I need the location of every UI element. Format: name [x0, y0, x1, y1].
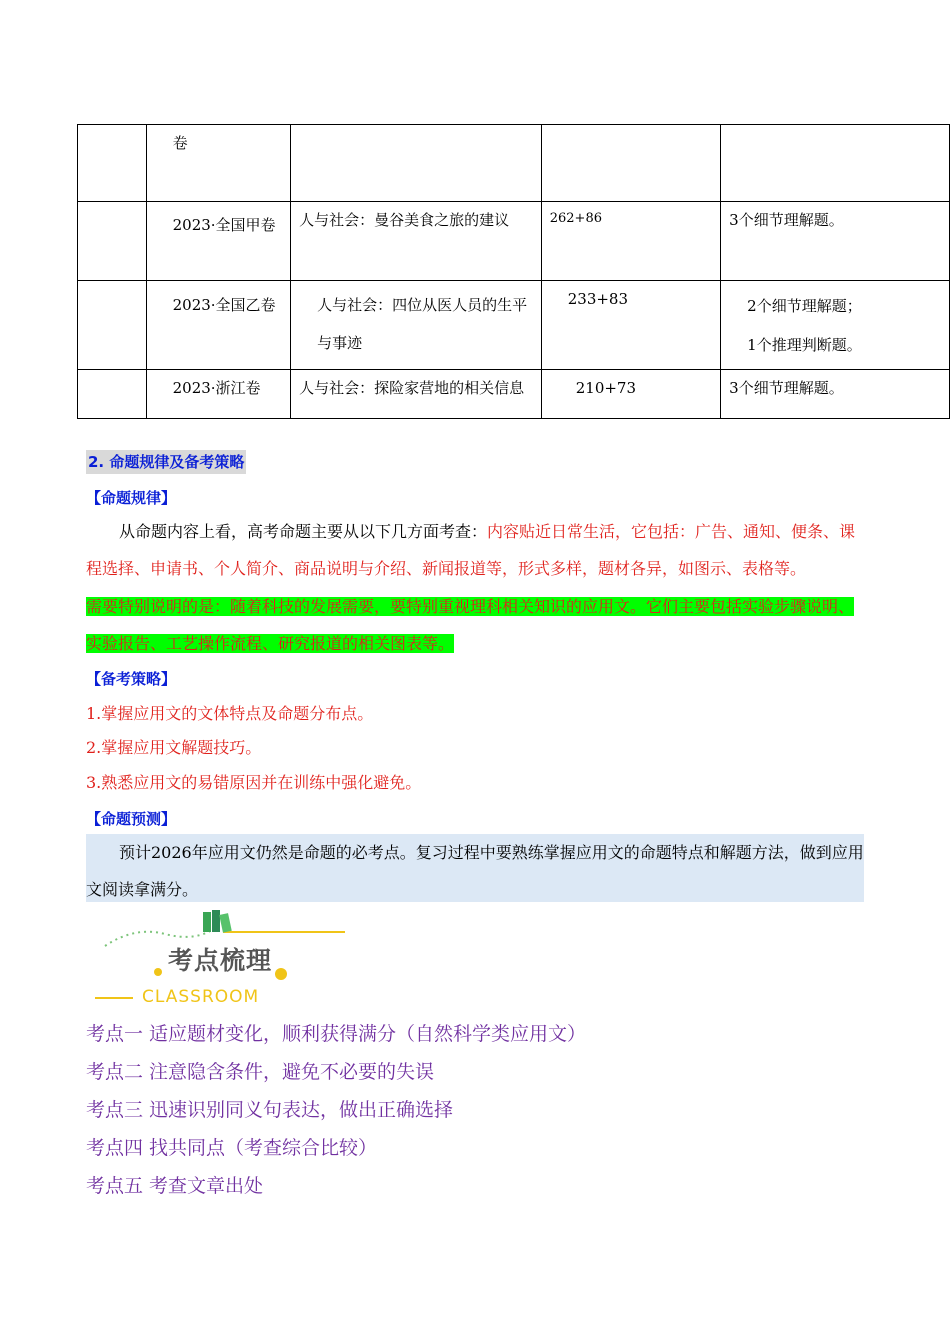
strategy-heading: 【备考策略】 — [86, 670, 177, 688]
table-cell-source: 2023·全国甲卷 — [146, 202, 291, 281]
point-item: 考点五 考查文章出处 — [86, 1175, 264, 1197]
table-cell-theme — [291, 125, 542, 202]
rules-paragraph — [86, 513, 866, 587]
table-row — [78, 125, 950, 202]
table-row — [78, 202, 950, 281]
table-cell-empty — [78, 370, 147, 419]
rules-text-red: 内容贴近日常生活，它包括：广告、通知、便条、课程选择、申请书、个人简介、商品说明与介绍、新闻报道等，形式多样，题材各异，如图示、表格等。 — [86, 522, 856, 578]
table-cell-questions — [721, 281, 950, 370]
table-cell-theme: 人与社会：四位从医人员的生平与事迹 — [291, 281, 542, 370]
question-line: 1个推理判断题。 — [747, 336, 862, 354]
point-item: 考点一 适应题材变化，顺利获得满分（自然科学类应用文） — [86, 1023, 587, 1045]
predict-heading: 【命题预测】 — [86, 810, 177, 828]
table-cell-empty — [78, 281, 147, 370]
table-cell-words: 210+73 — [541, 370, 720, 419]
table-cell-source: 2023·浙江卷 — [146, 370, 291, 419]
predict-text: 预计2026年应用文仍然是命题的必考点。复习过程中要熟练掌握应用文的命题特点和解题方法，做到应用文阅读拿满分。 — [86, 843, 864, 899]
strategy-item: 1.掌握应用文的文体特点及命题分布点。 — [86, 704, 374, 723]
table-cell-empty — [78, 125, 147, 202]
point-item: 考点四 找共同点（考查综合比较） — [86, 1137, 378, 1159]
banner-title: 考点梳理 — [168, 946, 273, 975]
rules-highlight-paragraph — [86, 588, 866, 662]
point-item: 考点三 迅速识别同义句表达，做出正确选择 — [86, 1099, 454, 1121]
exam-table — [77, 124, 950, 419]
table-cell-theme: 人与社会：曼谷美食之旅的建议 — [291, 202, 542, 281]
table-cell-questions: 3个细节理解题。 — [721, 202, 950, 281]
question-line: 2个细节理解题； — [747, 297, 862, 315]
books-icon — [203, 910, 232, 933]
rules-text-black: 从命题内容上看，高考命题主要从以下几方面考查： — [119, 522, 488, 541]
section-title: 2. 命题规律及备考策略 — [86, 450, 246, 474]
predict-box — [86, 834, 864, 902]
table-cell-theme: 人与社会：探险家营地的相关信息 — [291, 370, 542, 419]
table-cell-words: 262+86 — [541, 202, 720, 281]
table-cell-words — [541, 125, 720, 202]
rules-heading: 【命题规律】 — [86, 489, 177, 507]
table-cell-questions — [721, 125, 950, 202]
rules-text-highlight: 需要特别说明的是：随着科技的发展需要，要特别重视理科相关知识的应用文。它们主要包括实验步骤说明、实验报告、工艺操作流程、研究报道的相关图表等。 — [86, 597, 855, 653]
table-row — [78, 281, 950, 370]
table-cell-empty — [78, 202, 147, 281]
banner-subtitle: CLASSROOM — [142, 987, 260, 1007]
point-item: 考点二 注意隐含条件，避免不必要的失误 — [86, 1061, 435, 1083]
strategy-item: 2.掌握应用文解题技巧。 — [86, 738, 262, 757]
table-cell-source: 卷 — [146, 125, 291, 202]
table-cell-questions: 3个细节理解题。 — [721, 370, 950, 419]
table-row — [78, 370, 950, 419]
table-cell-source: 2023·全国乙卷 — [146, 281, 291, 370]
table-cell-words: 233+83 — [541, 281, 720, 370]
strategy-item: 3.熟悉应用文的易错原因并在训练中强化避免。 — [86, 773, 422, 792]
